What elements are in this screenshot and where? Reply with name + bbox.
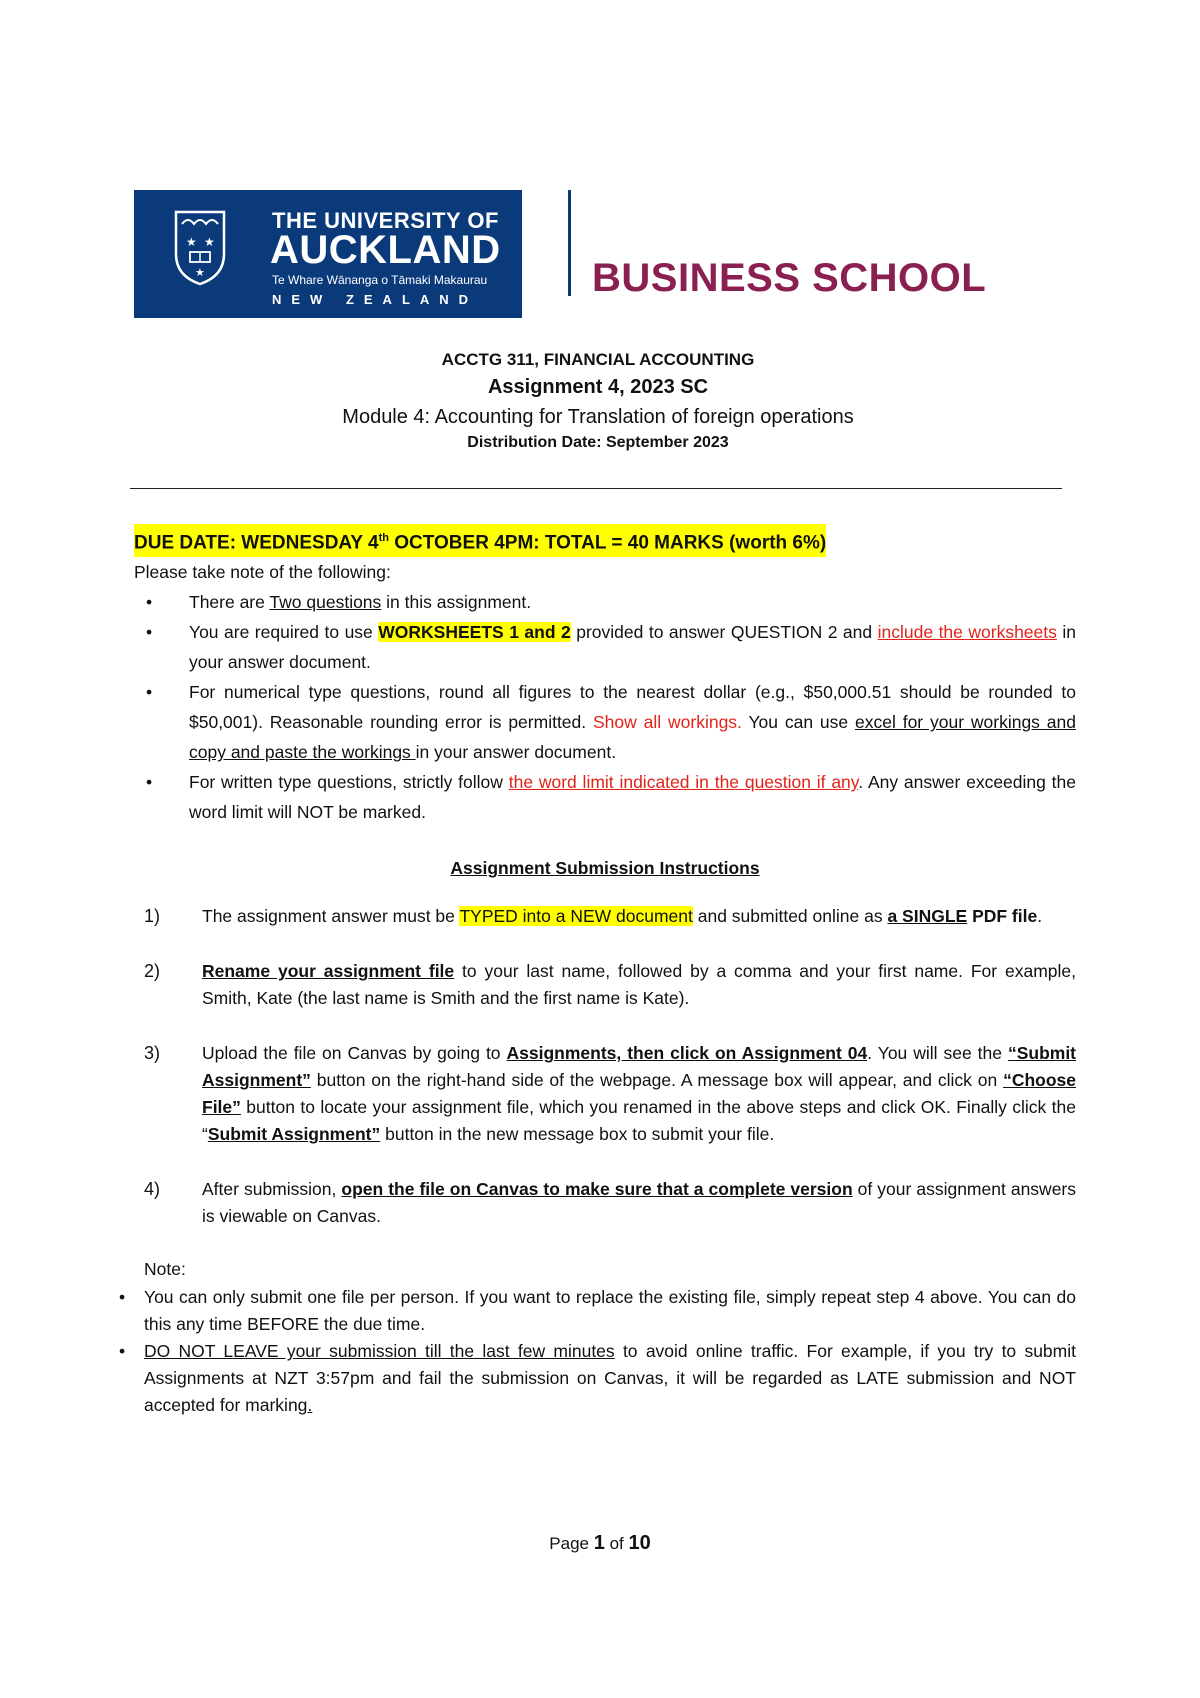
bullet-icon: • xyxy=(119,1287,126,1308)
list-item: • For numerical type questions, round all figures to the nearest dollar (e.g., $50,000.51 should be rounded to $50,001). Reasonable rounding error is permitted. Show all workings. You can use excel for your workings and copy and paste the workings in your answer document. xyxy=(134,677,1076,767)
logo-line-maori-name: Te Whare Wānanga o Tāmaki Makaurau xyxy=(272,273,488,287)
submission-steps xyxy=(134,903,1076,1230)
current-page: 1 xyxy=(593,1532,605,1554)
bullet-icon: • xyxy=(146,622,153,643)
logo-line-university-of: THE UNIVERSITY OF xyxy=(272,208,499,233)
list-item: 1) The assignment answer must be TYPED into a NEW document and submitted online as a SINGLE PDF file. xyxy=(134,903,1076,930)
list-item: 2) Rename your assignment file to your last name, followed by a comma and your first name. For example, Smith, Kate (the last name is Smith and the first name is Kate). xyxy=(134,958,1076,1012)
list-item: • There are Two questions in this assignment. xyxy=(134,587,1076,617)
logo-line-new-zealand: NEW ZEALAND xyxy=(272,292,479,307)
page-number-footer: Page 1 of 10 xyxy=(549,1532,651,1554)
step-number: 1) xyxy=(144,906,161,927)
due-date-banner: DUE DATE: WEDNESDAY 4th OCTOBER 4PM: TOTAL = 40 MARKS (worth 6%) xyxy=(134,524,826,557)
list-item: • DO NOT LEAVE your submission till the last few minutes to avoid online traffic. For example, if you try to submit Assignments at NZT 3:57pm and fail the submission on Canvas, it will be regarded as LATE submission and NOT accepted for marking. xyxy=(134,1338,1076,1419)
list-item: • For written type questions, strictly follow the word limit indicated in the question if any. Any answer exceeding the word limit will NOT be marked. xyxy=(134,767,1076,827)
university-crest-icon xyxy=(174,210,226,286)
step-number: 4) xyxy=(144,1179,161,1200)
list-item: 4) After submission, open the file on Canvas to make sure that a complete version of your assignment answers is viewable on Canvas. xyxy=(134,1176,1076,1230)
svg-text:★: ★ xyxy=(186,235,197,249)
distribution-date: Distribution Date: September 2023 xyxy=(467,434,729,451)
business-school-wordmark: BUSINESS SCHOOL xyxy=(592,256,987,300)
step-number: 3) xyxy=(144,1043,161,1064)
bullet-icon: • xyxy=(146,682,153,703)
submission-instructions-heading: Assignment Submission Instructions xyxy=(450,858,760,879)
total-pages: 10 xyxy=(628,1532,651,1554)
instruction-list xyxy=(134,587,1076,827)
svg-text:★: ★ xyxy=(195,266,205,279)
course-title: ACCTG 311, FINANCIAL ACCOUNTING xyxy=(441,350,755,369)
horizontal-rule xyxy=(130,488,1062,489)
list-item: • You can only submit one file per person. If you want to replace the existing file, simply repeat step 4 above. You can do this any time BEFORE the due time. xyxy=(134,1284,1076,1338)
logo-line-auckland: AUCKLAND xyxy=(270,228,501,272)
module-title: Module 4: Accounting for Translation of foreign operations xyxy=(342,406,854,428)
note-label: Note: xyxy=(144,1259,186,1280)
list-item: • You are required to use WORKSHEETS 1 and 2 provided to answer QUESTION 2 and include the worksheets in your answer document. xyxy=(134,617,1076,677)
document-body xyxy=(119,524,1077,1419)
bullet-icon: • xyxy=(119,1341,126,1362)
svg-text:★: ★ xyxy=(204,235,215,249)
university-logo xyxy=(134,190,522,318)
note-list xyxy=(119,1284,1076,1419)
header-divider xyxy=(568,190,571,296)
list-item: 3) Upload the file on Canvas by going to Assignments, then click on Assignment 04. You will see the “Submit Assignment” button on the right-hand side of the webpage. A message box will appear, and click on “Choose File” button to locate your assignment file, which you renamed in the above steps and click OK. Finally click the “Submit Assignment” button in the new message box to submit your file. xyxy=(134,1040,1076,1148)
title-block xyxy=(134,348,1062,454)
step-number: 2) xyxy=(144,961,161,982)
bullet-icon: • xyxy=(146,772,153,793)
bullet-icon: • xyxy=(146,592,153,613)
intro-text: Please take note of the following: xyxy=(134,562,391,583)
assignment-title: Assignment 4, 2023 SC xyxy=(487,376,709,398)
